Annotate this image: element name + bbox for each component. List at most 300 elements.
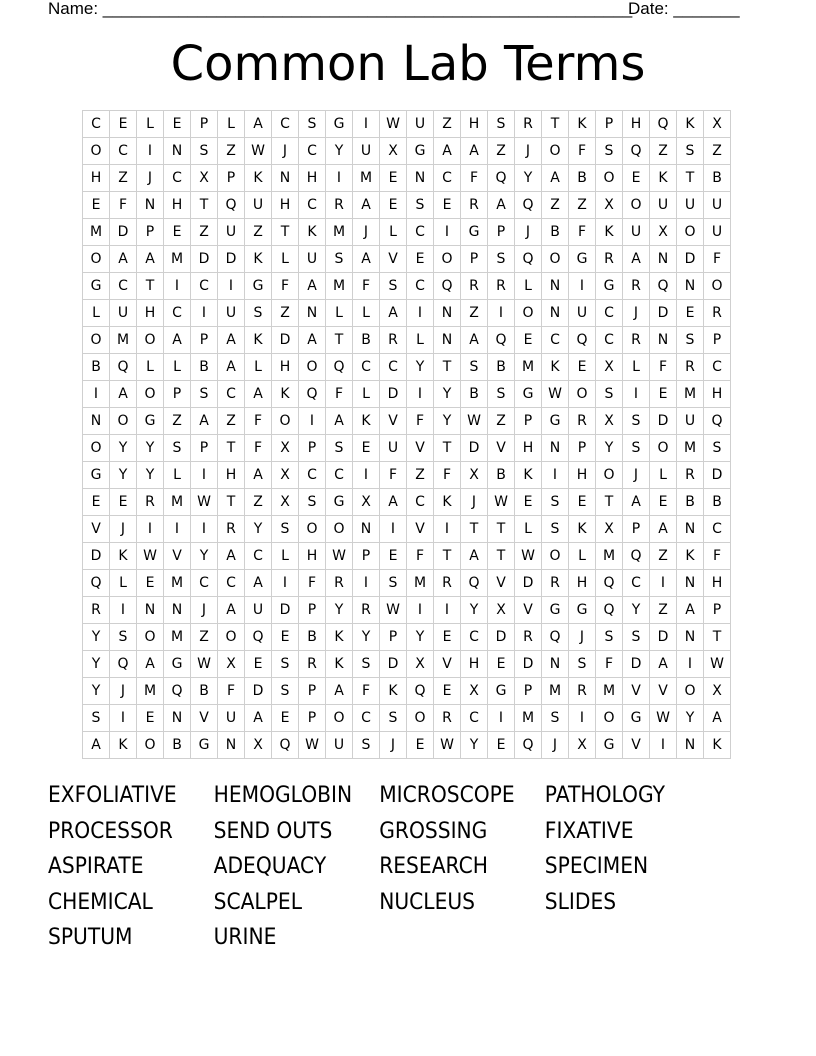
grid-letter-cell[interactable]: Z	[650, 597, 677, 624]
grid-letter-cell[interactable]: A	[677, 597, 704, 624]
grid-letter-cell[interactable]: X	[704, 111, 731, 138]
grid-letter-cell[interactable]: C	[407, 489, 434, 516]
grid-letter-cell[interactable]: L	[218, 111, 245, 138]
grid-letter-cell[interactable]: J	[569, 624, 596, 651]
grid-letter-cell[interactable]: A	[191, 408, 218, 435]
grid-letter-cell[interactable]: Z	[650, 543, 677, 570]
grid-letter-cell[interactable]: S	[245, 300, 272, 327]
grid-letter-cell[interactable]: O	[326, 516, 353, 543]
grid-letter-cell[interactable]: A	[461, 543, 488, 570]
grid-letter-cell[interactable]: M	[515, 705, 542, 732]
grid-letter-cell[interactable]: D	[218, 246, 245, 273]
grid-letter-cell[interactable]: Y	[110, 435, 137, 462]
grid-letter-cell[interactable]: N	[677, 624, 704, 651]
grid-letter-cell[interactable]: I	[380, 516, 407, 543]
grid-letter-cell[interactable]: Y	[83, 651, 110, 678]
grid-letter-cell[interactable]: E	[380, 165, 407, 192]
grid-letter-cell[interactable]: D	[110, 219, 137, 246]
grid-letter-cell[interactable]: S	[299, 489, 326, 516]
grid-letter-cell[interactable]: L	[380, 219, 407, 246]
grid-letter-cell[interactable]: E	[488, 732, 515, 759]
grid-letter-cell[interactable]: P	[515, 678, 542, 705]
grid-letter-cell[interactable]: Q	[164, 678, 191, 705]
grid-letter-cell[interactable]: E	[83, 192, 110, 219]
grid-letter-cell[interactable]: K	[245, 327, 272, 354]
grid-letter-cell[interactable]: M	[542, 678, 569, 705]
grid-letter-cell[interactable]: O	[137, 381, 164, 408]
grid-letter-cell[interactable]: G	[542, 597, 569, 624]
grid-letter-cell[interactable]: P	[191, 435, 218, 462]
grid-letter-cell[interactable]: A	[326, 678, 353, 705]
grid-letter-cell[interactable]: V	[407, 516, 434, 543]
grid-letter-cell[interactable]: J	[623, 462, 650, 489]
grid-letter-cell[interactable]: F	[407, 408, 434, 435]
grid-letter-cell[interactable]: X	[488, 597, 515, 624]
grid-letter-cell[interactable]: N	[164, 597, 191, 624]
grid-letter-cell[interactable]: M	[164, 246, 191, 273]
grid-letter-cell[interactable]: Z	[542, 192, 569, 219]
grid-letter-cell[interactable]: K	[245, 165, 272, 192]
grid-letter-cell[interactable]: S	[380, 705, 407, 732]
grid-letter-cell[interactable]: C	[191, 570, 218, 597]
grid-letter-cell[interactable]: A	[650, 651, 677, 678]
grid-letter-cell[interactable]: R	[677, 462, 704, 489]
grid-letter-cell[interactable]: X	[191, 165, 218, 192]
grid-letter-cell[interactable]: P	[569, 435, 596, 462]
grid-letter-cell[interactable]: P	[704, 597, 731, 624]
grid-letter-cell[interactable]: V	[515, 597, 542, 624]
grid-letter-cell[interactable]: P	[623, 516, 650, 543]
grid-letter-cell[interactable]: L	[272, 543, 299, 570]
grid-letter-cell[interactable]: P	[488, 219, 515, 246]
grid-letter-cell[interactable]: S	[272, 651, 299, 678]
grid-letter-cell[interactable]: Y	[623, 597, 650, 624]
grid-letter-cell[interactable]: R	[542, 570, 569, 597]
grid-letter-cell[interactable]: U	[650, 192, 677, 219]
grid-letter-cell[interactable]: I	[650, 570, 677, 597]
grid-letter-cell[interactable]: S	[164, 435, 191, 462]
grid-letter-cell[interactable]: M	[677, 435, 704, 462]
grid-letter-cell[interactable]: O	[299, 354, 326, 381]
grid-letter-cell[interactable]: O	[596, 165, 623, 192]
grid-letter-cell[interactable]: M	[353, 165, 380, 192]
grid-letter-cell[interactable]: U	[569, 300, 596, 327]
grid-letter-cell[interactable]: Q	[245, 624, 272, 651]
grid-letter-cell[interactable]: J	[623, 300, 650, 327]
grid-letter-cell[interactable]: R	[515, 624, 542, 651]
grid-letter-cell[interactable]: I	[569, 705, 596, 732]
grid-letter-cell[interactable]: Y	[407, 624, 434, 651]
grid-letter-cell[interactable]: O	[677, 678, 704, 705]
grid-letter-cell[interactable]: N	[137, 597, 164, 624]
grid-letter-cell[interactable]: C	[434, 165, 461, 192]
grid-letter-cell[interactable]: Q	[461, 570, 488, 597]
grid-letter-cell[interactable]: F	[569, 219, 596, 246]
grid-letter-cell[interactable]: Y	[137, 435, 164, 462]
grid-letter-cell[interactable]: K	[434, 489, 461, 516]
grid-letter-cell[interactable]: A	[137, 651, 164, 678]
grid-letter-cell[interactable]: A	[218, 327, 245, 354]
grid-letter-cell[interactable]: R	[461, 273, 488, 300]
grid-letter-cell[interactable]: G	[488, 678, 515, 705]
grid-letter-cell[interactable]: L	[83, 300, 110, 327]
grid-letter-cell[interactable]: V	[380, 246, 407, 273]
grid-letter-cell[interactable]: Z	[704, 138, 731, 165]
grid-letter-cell[interactable]: R	[623, 273, 650, 300]
grid-letter-cell[interactable]: O	[83, 435, 110, 462]
grid-letter-cell[interactable]: A	[380, 300, 407, 327]
grid-letter-cell[interactable]: M	[110, 327, 137, 354]
grid-letter-cell[interactable]: B	[191, 354, 218, 381]
grid-letter-cell[interactable]: S	[191, 138, 218, 165]
grid-letter-cell[interactable]: O	[650, 435, 677, 462]
grid-letter-cell[interactable]: Z	[569, 192, 596, 219]
grid-letter-cell[interactable]: V	[83, 516, 110, 543]
grid-letter-cell[interactable]: Y	[110, 462, 137, 489]
grid-letter-cell[interactable]: W	[299, 732, 326, 759]
grid-letter-cell[interactable]: S	[461, 354, 488, 381]
grid-letter-cell[interactable]: A	[83, 732, 110, 759]
grid-letter-cell[interactable]: B	[677, 489, 704, 516]
grid-letter-cell[interactable]: S	[488, 246, 515, 273]
grid-letter-cell[interactable]: U	[704, 192, 731, 219]
grid-letter-cell[interactable]: O	[515, 300, 542, 327]
grid-letter-cell[interactable]: C	[596, 300, 623, 327]
grid-letter-cell[interactable]: H	[515, 435, 542, 462]
grid-letter-cell[interactable]: S	[353, 651, 380, 678]
grid-letter-cell[interactable]: G	[461, 219, 488, 246]
grid-letter-cell[interactable]: B	[353, 327, 380, 354]
grid-letter-cell[interactable]: I	[191, 516, 218, 543]
grid-letter-cell[interactable]: F	[272, 273, 299, 300]
grid-letter-cell[interactable]: X	[218, 651, 245, 678]
grid-letter-cell[interactable]: Z	[272, 300, 299, 327]
grid-letter-cell[interactable]: T	[461, 516, 488, 543]
grid-letter-cell[interactable]: R	[380, 327, 407, 354]
grid-letter-cell[interactable]: U	[218, 300, 245, 327]
grid-letter-cell[interactable]: Q	[407, 678, 434, 705]
grid-letter-cell[interactable]: A	[218, 354, 245, 381]
grid-letter-cell[interactable]: W	[326, 543, 353, 570]
grid-letter-cell[interactable]: G	[191, 732, 218, 759]
grid-letter-cell[interactable]: S	[326, 435, 353, 462]
grid-letter-cell[interactable]: C	[326, 462, 353, 489]
grid-letter-cell[interactable]: C	[164, 300, 191, 327]
grid-letter-cell[interactable]: W	[191, 651, 218, 678]
grid-letter-cell[interactable]: I	[488, 705, 515, 732]
grid-letter-cell[interactable]: A	[299, 273, 326, 300]
grid-letter-cell[interactable]: C	[245, 543, 272, 570]
grid-letter-cell[interactable]: Z	[461, 300, 488, 327]
grid-letter-cell[interactable]: R	[596, 246, 623, 273]
grid-letter-cell[interactable]: E	[569, 354, 596, 381]
grid-letter-cell[interactable]: U	[299, 246, 326, 273]
grid-letter-cell[interactable]: O	[218, 624, 245, 651]
grid-letter-cell[interactable]: R	[83, 597, 110, 624]
grid-letter-cell[interactable]: O	[299, 516, 326, 543]
grid-letter-cell[interactable]: B	[704, 165, 731, 192]
grid-letter-cell[interactable]: Q	[434, 273, 461, 300]
grid-letter-cell[interactable]: N	[650, 246, 677, 273]
grid-letter-cell[interactable]: R	[704, 300, 731, 327]
grid-letter-cell[interactable]: S	[488, 381, 515, 408]
grid-letter-cell[interactable]: C	[623, 570, 650, 597]
grid-letter-cell[interactable]: K	[380, 678, 407, 705]
grid-letter-cell[interactable]: P	[461, 246, 488, 273]
grid-letter-cell[interactable]: I	[218, 273, 245, 300]
grid-letter-cell[interactable]: A	[461, 327, 488, 354]
grid-letter-cell[interactable]: S	[110, 624, 137, 651]
grid-letter-cell[interactable]: D	[623, 651, 650, 678]
grid-letter-cell[interactable]: F	[245, 435, 272, 462]
grid-letter-cell[interactable]: M	[515, 354, 542, 381]
grid-letter-cell[interactable]: N	[650, 327, 677, 354]
grid-letter-cell[interactable]: U	[380, 435, 407, 462]
grid-letter-cell[interactable]: R	[299, 651, 326, 678]
grid-letter-cell[interactable]: L	[623, 354, 650, 381]
grid-letter-cell[interactable]: A	[137, 246, 164, 273]
grid-letter-cell[interactable]: S	[596, 138, 623, 165]
grid-letter-cell[interactable]: X	[353, 489, 380, 516]
grid-letter-cell[interactable]: D	[704, 462, 731, 489]
grid-letter-cell[interactable]: M	[326, 219, 353, 246]
grid-letter-cell[interactable]: V	[623, 732, 650, 759]
grid-letter-cell[interactable]: K	[326, 651, 353, 678]
grid-letter-cell[interactable]: I	[677, 651, 704, 678]
grid-letter-cell[interactable]: S	[569, 651, 596, 678]
grid-letter-cell[interactable]: C	[353, 705, 380, 732]
grid-letter-cell[interactable]: I	[299, 408, 326, 435]
grid-letter-cell[interactable]: W	[515, 543, 542, 570]
grid-letter-cell[interactable]: V	[380, 408, 407, 435]
grid-letter-cell[interactable]: T	[218, 435, 245, 462]
grid-letter-cell[interactable]: K	[569, 516, 596, 543]
grid-letter-cell[interactable]: K	[569, 111, 596, 138]
grid-letter-cell[interactable]: T	[272, 219, 299, 246]
grid-letter-cell[interactable]: Q	[299, 381, 326, 408]
grid-letter-cell[interactable]: Q	[326, 354, 353, 381]
grid-letter-cell[interactable]: E	[488, 651, 515, 678]
grid-letter-cell[interactable]: C	[218, 570, 245, 597]
grid-letter-cell[interactable]: S	[596, 381, 623, 408]
grid-letter-cell[interactable]: Y	[326, 597, 353, 624]
grid-letter-cell[interactable]: R	[434, 570, 461, 597]
grid-letter-cell[interactable]: J	[380, 732, 407, 759]
grid-letter-cell[interactable]: J	[515, 219, 542, 246]
grid-letter-cell[interactable]: Y	[191, 543, 218, 570]
grid-letter-cell[interactable]: J	[461, 489, 488, 516]
grid-letter-cell[interactable]: I	[488, 300, 515, 327]
grid-letter-cell[interactable]: F	[353, 678, 380, 705]
grid-letter-cell[interactable]: O	[596, 462, 623, 489]
grid-letter-cell[interactable]: J	[110, 678, 137, 705]
grid-letter-cell[interactable]: S	[407, 192, 434, 219]
grid-letter-cell[interactable]: C	[299, 192, 326, 219]
grid-letter-cell[interactable]: P	[299, 597, 326, 624]
grid-letter-cell[interactable]: E	[434, 624, 461, 651]
grid-letter-cell[interactable]: X	[245, 732, 272, 759]
grid-letter-cell[interactable]: Q	[272, 732, 299, 759]
grid-letter-cell[interactable]: O	[542, 543, 569, 570]
grid-letter-cell[interactable]: C	[164, 165, 191, 192]
grid-letter-cell[interactable]: F	[434, 462, 461, 489]
grid-letter-cell[interactable]: S	[623, 408, 650, 435]
grid-letter-cell[interactable]: D	[83, 543, 110, 570]
grid-letter-cell[interactable]: X	[569, 732, 596, 759]
grid-letter-cell[interactable]: Q	[623, 543, 650, 570]
grid-letter-cell[interactable]: M	[164, 489, 191, 516]
grid-letter-cell[interactable]: J	[110, 516, 137, 543]
grid-letter-cell[interactable]: N	[164, 705, 191, 732]
grid-letter-cell[interactable]: H	[461, 111, 488, 138]
grid-letter-cell[interactable]: E	[380, 192, 407, 219]
grid-letter-cell[interactable]: W	[704, 651, 731, 678]
grid-letter-cell[interactable]: I	[164, 516, 191, 543]
grid-letter-cell[interactable]: P	[380, 624, 407, 651]
grid-letter-cell[interactable]: E	[407, 246, 434, 273]
grid-letter-cell[interactable]: D	[272, 597, 299, 624]
grid-letter-cell[interactable]: R	[569, 678, 596, 705]
grid-letter-cell[interactable]: C	[407, 219, 434, 246]
grid-letter-cell[interactable]: W	[137, 543, 164, 570]
grid-letter-cell[interactable]: I	[83, 381, 110, 408]
grid-letter-cell[interactable]: W	[434, 732, 461, 759]
grid-letter-cell[interactable]: M	[164, 624, 191, 651]
grid-letter-cell[interactable]: G	[83, 462, 110, 489]
grid-letter-cell[interactable]: E	[272, 705, 299, 732]
grid-letter-cell[interactable]: Y	[83, 678, 110, 705]
grid-letter-cell[interactable]: X	[380, 138, 407, 165]
grid-letter-cell[interactable]: Q	[623, 138, 650, 165]
grid-letter-cell[interactable]: L	[272, 246, 299, 273]
grid-letter-cell[interactable]: D	[380, 651, 407, 678]
grid-letter-cell[interactable]: P	[299, 678, 326, 705]
grid-letter-cell[interactable]: E	[677, 300, 704, 327]
grid-letter-cell[interactable]: D	[461, 435, 488, 462]
grid-letter-cell[interactable]: L	[164, 354, 191, 381]
grid-letter-cell[interactable]: D	[650, 408, 677, 435]
grid-letter-cell[interactable]: Y	[83, 624, 110, 651]
grid-letter-cell[interactable]: G	[569, 597, 596, 624]
grid-letter-cell[interactable]: J	[515, 138, 542, 165]
grid-letter-cell[interactable]: H	[299, 543, 326, 570]
grid-letter-cell[interactable]: M	[83, 219, 110, 246]
grid-letter-cell[interactable]: K	[515, 462, 542, 489]
grid-letter-cell[interactable]: L	[353, 300, 380, 327]
grid-letter-cell[interactable]: N	[434, 327, 461, 354]
grid-letter-cell[interactable]: O	[272, 408, 299, 435]
grid-letter-cell[interactable]: V	[164, 543, 191, 570]
grid-letter-cell[interactable]: Z	[488, 138, 515, 165]
grid-letter-cell[interactable]: O	[623, 192, 650, 219]
grid-letter-cell[interactable]: Q	[704, 408, 731, 435]
grid-letter-cell[interactable]: G	[596, 732, 623, 759]
grid-letter-cell[interactable]: X	[596, 354, 623, 381]
grid-letter-cell[interactable]: O	[83, 138, 110, 165]
grid-letter-cell[interactable]: E	[569, 489, 596, 516]
grid-letter-cell[interactable]: F	[704, 543, 731, 570]
grid-letter-cell[interactable]: Q	[515, 246, 542, 273]
grid-letter-cell[interactable]: Y	[434, 408, 461, 435]
grid-letter-cell[interactable]: H	[83, 165, 110, 192]
grid-letter-cell[interactable]: I	[137, 138, 164, 165]
grid-letter-cell[interactable]: F	[650, 354, 677, 381]
grid-letter-cell[interactable]: T	[677, 165, 704, 192]
grid-letter-cell[interactable]: A	[245, 111, 272, 138]
grid-letter-cell[interactable]: S	[623, 624, 650, 651]
grid-letter-cell[interactable]: I	[272, 570, 299, 597]
grid-letter-cell[interactable]: D	[650, 624, 677, 651]
grid-letter-cell[interactable]: K	[596, 219, 623, 246]
grid-letter-cell[interactable]: I	[353, 462, 380, 489]
grid-letter-cell[interactable]: J	[272, 138, 299, 165]
grid-letter-cell[interactable]: G	[623, 705, 650, 732]
grid-letter-cell[interactable]: N	[299, 300, 326, 327]
grid-letter-cell[interactable]: R	[137, 489, 164, 516]
grid-letter-cell[interactable]: E	[407, 732, 434, 759]
grid-letter-cell[interactable]: Q	[542, 624, 569, 651]
grid-letter-cell[interactable]: C	[407, 273, 434, 300]
grid-letter-cell[interactable]: F	[353, 273, 380, 300]
grid-letter-cell[interactable]: I	[326, 165, 353, 192]
grid-letter-cell[interactable]: G	[326, 489, 353, 516]
grid-letter-cell[interactable]: E	[434, 678, 461, 705]
grid-letter-cell[interactable]: V	[407, 435, 434, 462]
grid-letter-cell[interactable]: T	[191, 192, 218, 219]
grid-letter-cell[interactable]: I	[110, 705, 137, 732]
grid-letter-cell[interactable]: F	[218, 678, 245, 705]
grid-letter-cell[interactable]: N	[542, 273, 569, 300]
grid-letter-cell[interactable]: S	[488, 111, 515, 138]
grid-letter-cell[interactable]: S	[623, 435, 650, 462]
grid-letter-cell[interactable]: S	[542, 516, 569, 543]
grid-letter-cell[interactable]: A	[245, 705, 272, 732]
grid-letter-cell[interactable]: B	[488, 354, 515, 381]
grid-letter-cell[interactable]: M	[596, 543, 623, 570]
grid-letter-cell[interactable]: Y	[515, 165, 542, 192]
grid-letter-cell[interactable]: N	[677, 516, 704, 543]
grid-letter-cell[interactable]: L	[515, 516, 542, 543]
grid-letter-cell[interactable]: O	[137, 732, 164, 759]
grid-letter-cell[interactable]: U	[218, 705, 245, 732]
grid-letter-cell[interactable]: I	[164, 273, 191, 300]
grid-letter-cell[interactable]: H	[272, 192, 299, 219]
grid-letter-cell[interactable]: G	[164, 651, 191, 678]
grid-letter-cell[interactable]: E	[515, 489, 542, 516]
grid-letter-cell[interactable]: B	[488, 462, 515, 489]
grid-letter-cell[interactable]: Z	[434, 111, 461, 138]
grid-letter-cell[interactable]: H	[164, 192, 191, 219]
grid-letter-cell[interactable]: R	[353, 597, 380, 624]
grid-letter-cell[interactable]: C	[299, 462, 326, 489]
grid-letter-cell[interactable]: I	[137, 516, 164, 543]
grid-letter-cell[interactable]: H	[461, 651, 488, 678]
grid-letter-cell[interactable]: Y	[245, 516, 272, 543]
grid-letter-cell[interactable]: C	[110, 138, 137, 165]
grid-letter-cell[interactable]: E	[137, 570, 164, 597]
grid-letter-cell[interactable]: O	[704, 273, 731, 300]
grid-letter-cell[interactable]: L	[164, 462, 191, 489]
grid-letter-cell[interactable]: R	[326, 570, 353, 597]
grid-letter-cell[interactable]: A	[353, 192, 380, 219]
grid-letter-cell[interactable]: R	[434, 705, 461, 732]
grid-letter-cell[interactable]: O	[407, 705, 434, 732]
grid-letter-cell[interactable]: Y	[677, 705, 704, 732]
grid-letter-cell[interactable]: S	[542, 489, 569, 516]
grid-letter-cell[interactable]: L	[353, 381, 380, 408]
grid-letter-cell[interactable]: A	[434, 138, 461, 165]
grid-letter-cell[interactable]: I	[353, 570, 380, 597]
